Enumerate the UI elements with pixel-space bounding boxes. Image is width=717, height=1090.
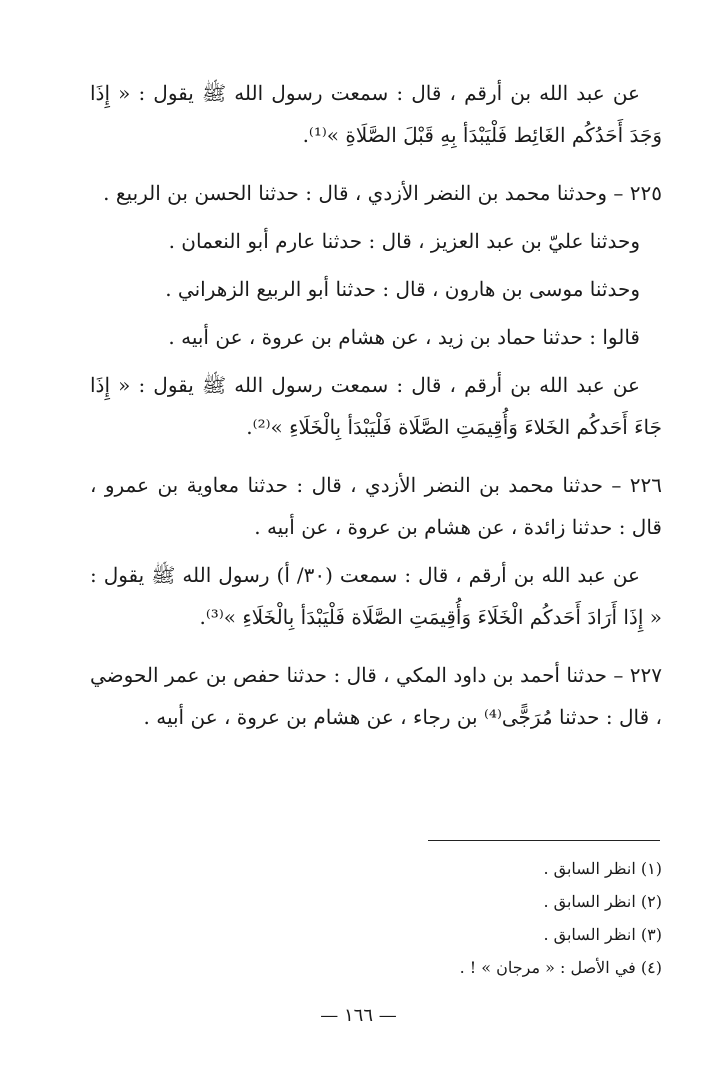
paragraph-hadith-224-text: عن عبد الله بن أرقم ، قال : سمعت رسول الله ﷺ يقول : « إِذَا وَجَدَ أَحَدُكُم الغَائِط فَلْيَبْدَأ بِهِ قَبْلَ الصَّلَاةِ »⁽¹⁾. <box>90 81 662 147</box>
page-number: — ١٦٦ — <box>320 1005 397 1026</box>
paragraph-isnad-3: وحدثنا موسى بن هارون ، قال : حدثنا أبو الربيع الزهراني . <box>165 277 640 301</box>
footnote-1: (١) انظر السابق . <box>543 859 662 878</box>
paragraph-isnad-2: وحدثنا عليّ بن عبد العزيز ، قال : حدثنا عارم أبو النعمان . <box>168 229 640 253</box>
paragraph-isnad-4: قالوا : حدثنا حماد بن زيد ، عن هشام بن عروة ، عن أبيه . <box>168 325 640 349</box>
footnote-4: (٤) في الأصل : « مرجان » ! . <box>459 958 662 977</box>
footnote-divider <box>428 840 660 841</box>
paragraph-hadith-226-text: عن عبد الله بن أرقم ، قال : سمعت (٣٠/ أ) رسول الله ﷺ يقول : « إِذَا أَرَادَ أَحَدكُم الْخَلَاءَ وَأُقِيمَتِ الصَّلَاة فَلْيَبْدَأ بِالْخَلَاءِ »⁽³⁾. <box>90 563 662 629</box>
paragraph-hadith-225-isnad: ٢٢٥ – وحدثنا محمد بن النضر الأزدي ، قال : حدثنا الحسن بن الربيع . <box>103 181 662 205</box>
footnotes <box>200 852 662 984</box>
footnote-3: (٣) انظر السابق . <box>543 925 662 944</box>
paragraph-hadith-225-text: عن عبد الله بن أرقم ، قال : سمعت رسول الله ﷺ يقول : « إِذَا جَاءَ أَحَدكُم الخَلاءَ وَأُقِيمَتِ الصَّلَاة فَلْيَبْدَأ بِالْخَلَاءِ »⁽²⁾. <box>90 373 662 439</box>
main-text <box>90 72 662 738</box>
paragraph-hadith-227-isnad: ٢٢٧ – حدثنا أحمد بن داود المكي ، قال : حدثنا حفص بن عمر الحوضي ، قال : حدثنا مُرَجًّى⁽⁴⁾ بن رجاء ، عن هشام بن عروة ، عن أبيه . <box>90 663 662 729</box>
paragraph-hadith-226-isnad: ٢٢٦ – حدثنا محمد بن النضر الأزدي ، قال : حدثنا معاوية بن عمرو ، قال : حدثنا زائدة ، عن هشام بن عروة ، عن أبيه . <box>90 473 662 539</box>
footnote-2: (٢) انظر السابق . <box>543 892 662 911</box>
